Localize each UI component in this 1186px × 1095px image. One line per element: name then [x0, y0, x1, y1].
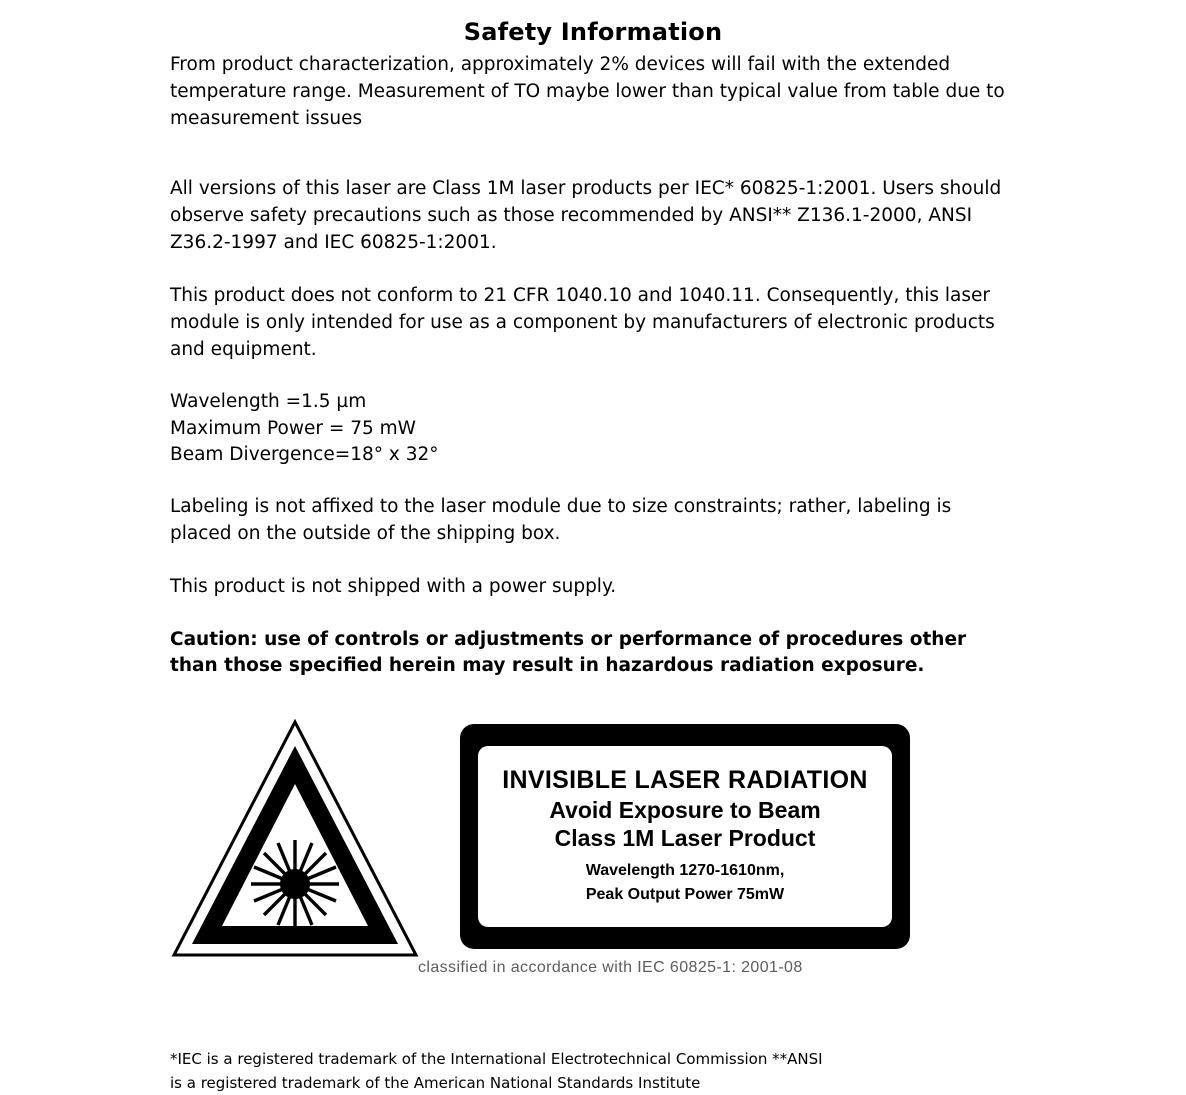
spacer — [170, 468, 1010, 494]
laser-radiation-sign — [460, 724, 910, 949]
spacer — [170, 132, 1010, 176]
classified-caption: classified in accordance with IEC 60825-1: 2001-08 — [418, 959, 803, 977]
spacer — [170, 601, 1010, 627]
paragraph-intro: From product characterization, approximately 2% devices will fail with the extended temperature range. Measurement of TO maybe lower than typical value from table due to measurement issues — [170, 54, 1005, 129]
paragraph-labeling: Labeling is not affixed to the laser module due to size constraints; rather, labeling is placed on the outside of the shipping box. — [170, 496, 952, 544]
sign-line-avoid-exposure: Avoid Exposure to Beam — [549, 796, 821, 823]
sign-line-wavelength: Wavelength 1270-1610nm, — [585, 862, 785, 880]
spec-beam-divergence: Beam Divergence=18° x 32° — [170, 443, 439, 465]
spec-wavelength: Wavelength =1.5 µm — [170, 391, 367, 413]
footnote-ansi: is a registered trademark of the American National Standards Institute — [170, 1074, 701, 1093]
paragraph-class1m: All versions of this laser are Class 1M laser products per IEC* 60825-1:2001. Users should observe safety precautions such as those recommended by ANSI** Z136.1-2000, ANSI Z36.2-1997 and IEC 60825-1:2001. — [170, 178, 1002, 254]
spec-maximum-power: Maximum Power = 75 mW — [170, 417, 416, 439]
sign-line-invisible-laser-radiation: INVISIBLE LASER RADIATION — [502, 766, 868, 795]
spacer — [170, 548, 1010, 574]
footnote-iec: *IEC is a registered trademark of the International Electrotechnical Commission **ANSI — [170, 1050, 823, 1069]
sign-line-class-1m: Class 1M Laser Product — [554, 825, 816, 852]
page-title: Safety Information — [463, 18, 723, 46]
spacer — [170, 257, 1010, 283]
footnotes — [170, 1047, 1186, 1095]
laser-warning-labels — [170, 716, 910, 981]
sign-border — [460, 724, 910, 949]
document-page — [0, 18, 1186, 1093]
document-body — [170, 52, 1010, 680]
sign-line-peak-output-power: Peak Output Power 75mW — [585, 886, 785, 904]
spacer — [170, 363, 1010, 389]
sign-content — [478, 746, 892, 927]
paragraph-cfr: This product does not conform to 21 CFR 1040.10 and 1040.11. Consequently, this laser module is only intended for use as a component by manufacturers of electronic products and equipment. — [170, 284, 995, 360]
laser-hazard-triangle-icon — [170, 716, 420, 961]
caution-notice: Caution: use of controls or adjustments or performance of procedures other than those specified herein may result in hazardous radiation exposure. — [170, 628, 967, 677]
paragraph-power-supply: This product is not shipped with a power supply. — [170, 575, 617, 597]
